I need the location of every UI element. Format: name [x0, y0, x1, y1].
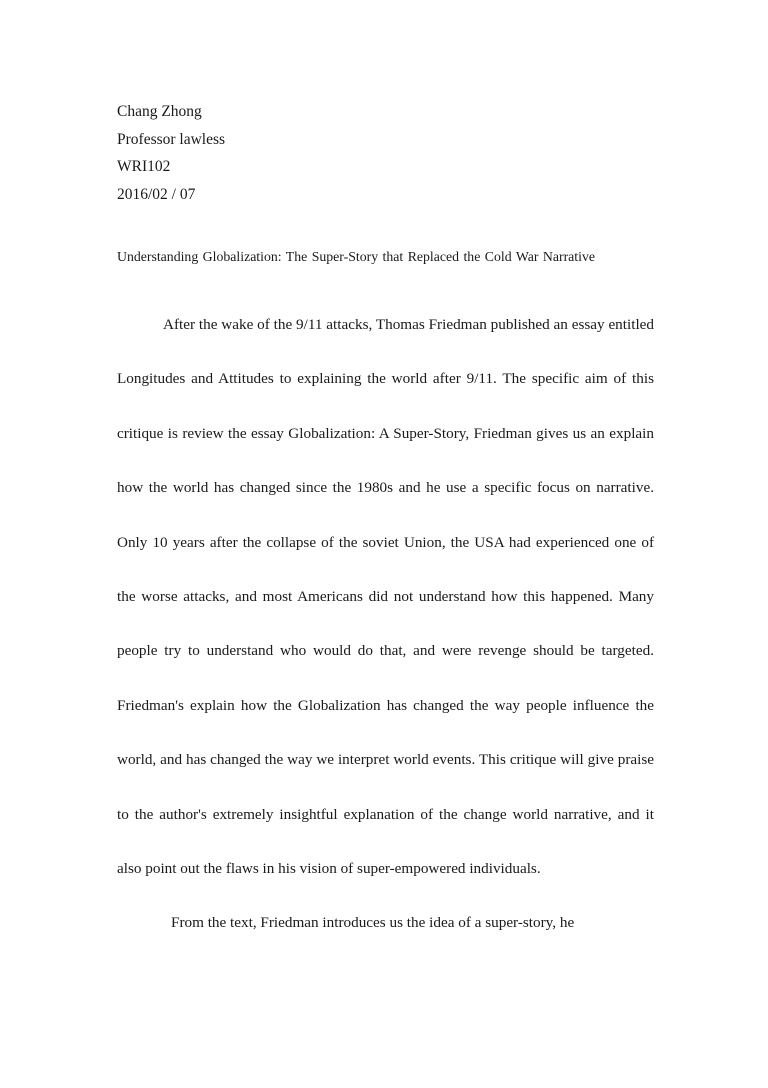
essay-date: 2016/02 / 07: [117, 185, 196, 203]
course-code: WRI102: [117, 158, 171, 175]
student-name: Chang Zhong: [117, 103, 202, 120]
essay-header: [117, 98, 225, 208]
paragraph-1: After the wake of the 9/11 attacks, Thomas Friedman published an essay entitled Longitudes and Attitudes to explaining the world after 9/11. The specific aim of this critique is review the essay Globalization: A Super-Story, Friedman gives us an explain how the world has changed since the 1980s and he use a specific focus on narrative. Only 10 years after the collapse of the soviet Union, the USA had experienced one of the worse attacks, and most Americans did not understand how this happened. Many people try to understand who would do that, and were revenge should be targeted. Friedman's explain how the Globalization has changed the way people influence the world, and has changed the way we interpret world events. This critique will give praise to the author's extremely insightful explanation of the change world narrative, and it also point out the flaws in his vision of super-empowered individuals.: [117, 316, 654, 878]
essay-body: [117, 298, 654, 951]
essay-title: Understanding Globalization: The Super-Story that Replaced the Cold War Narrative: [117, 249, 595, 264]
paragraph-2: From the text, Friedman introduces us the idea of a super-story, he: [171, 914, 575, 932]
professor-name: Professor lawless: [117, 130, 226, 148]
